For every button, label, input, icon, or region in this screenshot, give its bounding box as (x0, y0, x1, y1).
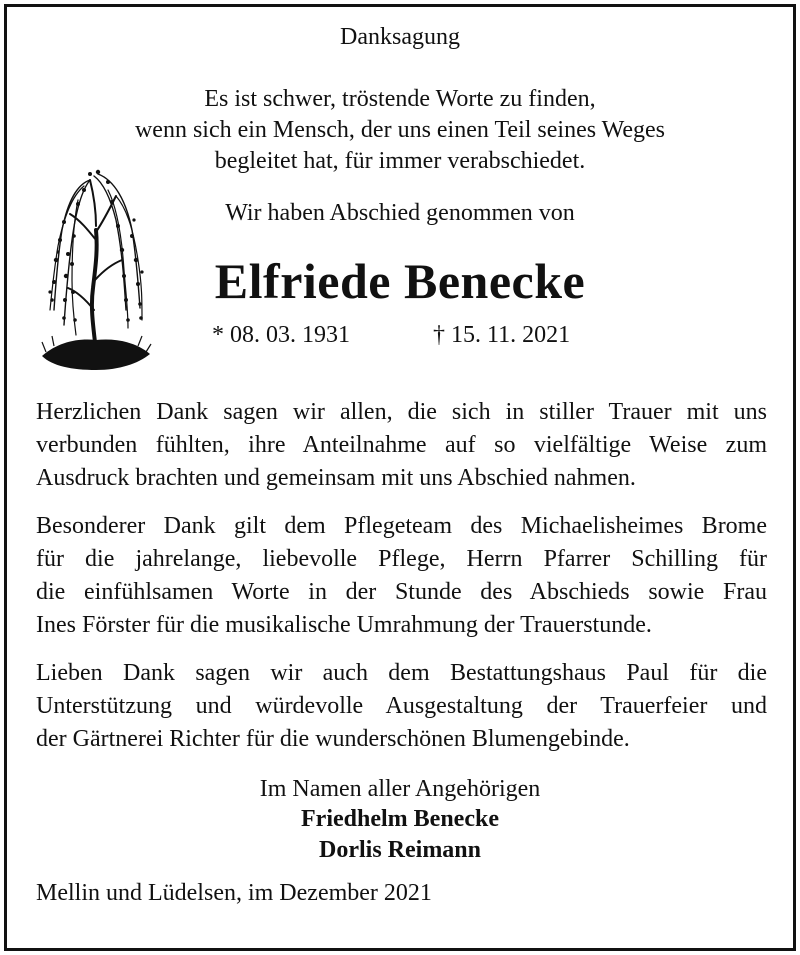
paragraph-line: für die jahrelange, liebevolle Pflege, Herrn Pfarrer Schilling für (36, 546, 767, 572)
paragraph-line: Ines Förster für die musikalische Umrahmung der Trauerstunde. (36, 612, 652, 638)
paragraph-line: Lieben Dank sagen wir auch dem Bestattungshaus Paul für die (36, 660, 767, 686)
signatory-name: Dorlis Reimann (319, 837, 481, 863)
farewell-line: Wir haben Abschied genommen von (225, 200, 575, 226)
place-date-line: Mellin und Lüdelsen, im Dezember 2021 (36, 880, 432, 906)
paragraph-line: der Gärtnerei Richter für die wunderschönen Blumengebinde. (36, 726, 630, 752)
signature-intro: Im Namen aller Angehörigen (259, 776, 541, 802)
special-thanks-paragraph (36, 510, 767, 642)
funeral-thanks-paragraph (36, 657, 767, 756)
intro-line: wenn sich ein Mensch, der uns einen Teil seines Weges (134, 117, 666, 143)
signatory-name: Friedhelm Benecke (301, 806, 499, 832)
paragraph-line: Ausdruck brachten und gemeinsam mit uns Abschied nahmen. (36, 465, 636, 491)
birth-date: * 08. 03. 1931 (212, 322, 350, 348)
intro-line: Es ist schwer, tröstende Worte zu finden, (204, 86, 596, 112)
paragraph-line: Unterstützung und würdevolle Ausgestaltung der Trauerfeier und (36, 693, 767, 719)
paragraph-line: Besonderer Dank gilt dem Pflegeteam des Michaelisheimes Brome (36, 513, 767, 539)
death-date: † 15. 11. 2021 (433, 322, 571, 348)
paragraph-line: Herzlichen Dank sagen wir allen, die sich in stiller Trauer mit uns (36, 399, 767, 425)
notice-heading: Danksagung (340, 24, 460, 50)
paragraph-line: die einfühlsamen Worte in der Stunde des Abschieds sowie Frau (36, 579, 767, 605)
thanks-paragraph (36, 396, 767, 495)
intro-line: begleitet hat, für immer verabschiedet. (214, 148, 586, 174)
paragraph-line: verbunden fühlten, ihre Anteilnahme auf so vielfältige Weise zum (36, 432, 767, 458)
deceased-name: Elfriede Benecke (214, 253, 586, 309)
